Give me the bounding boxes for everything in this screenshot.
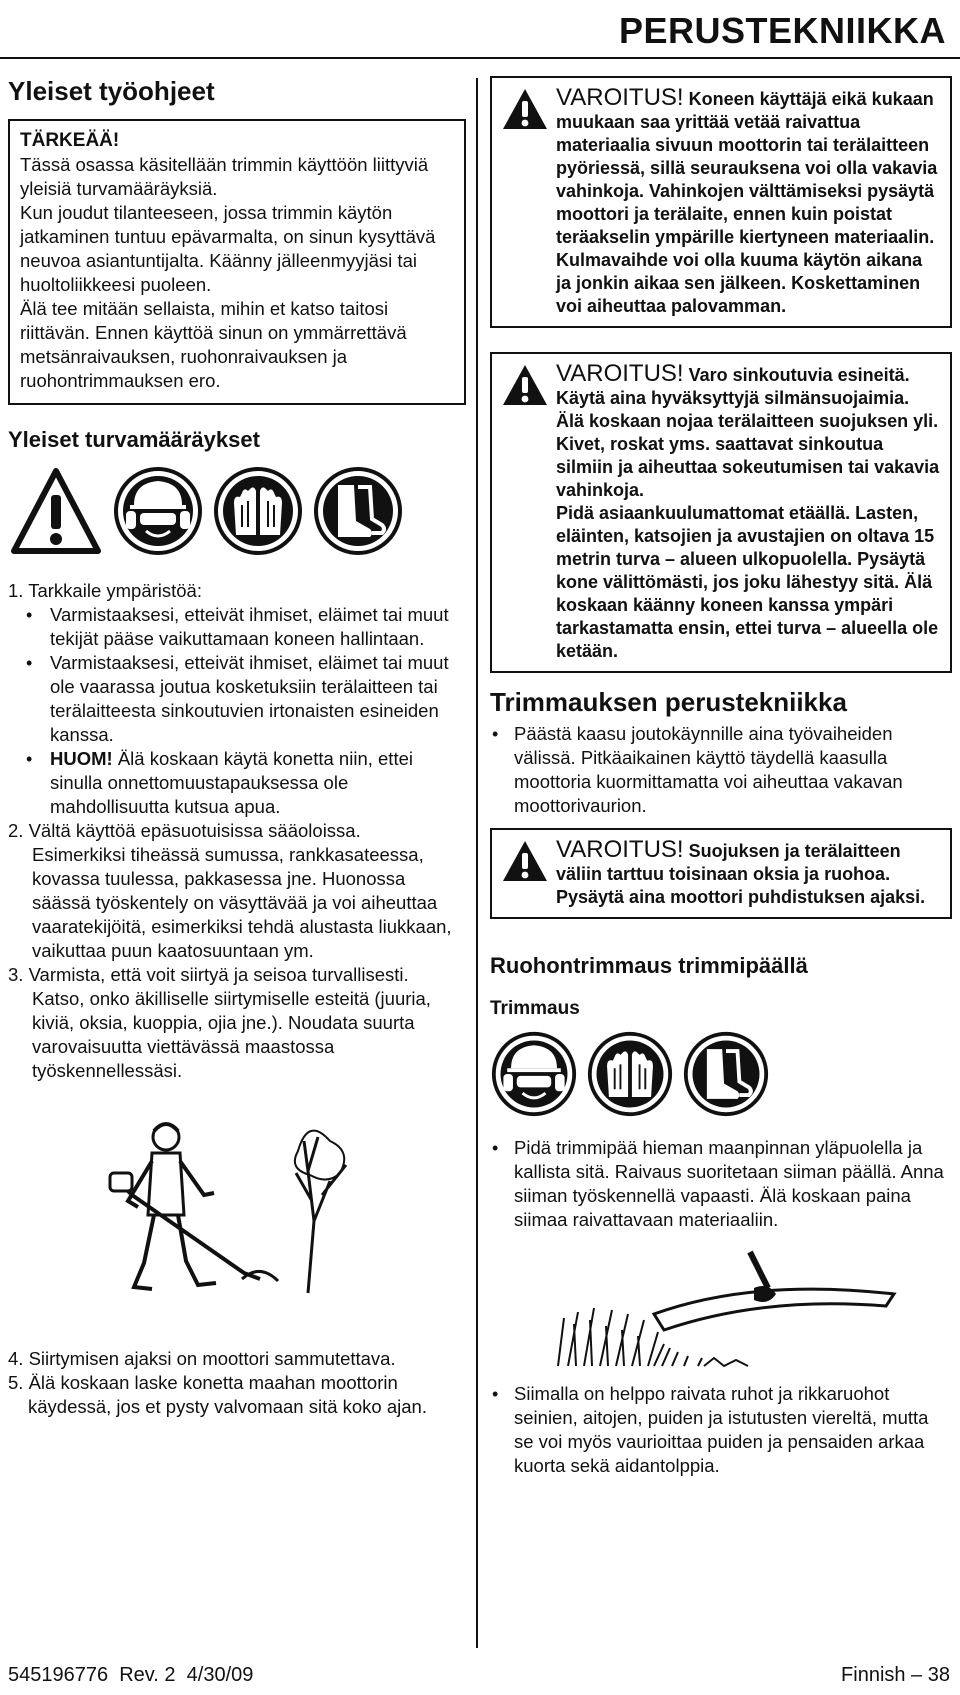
bullet-item: • Varmistaaksesi, etteivät ihmiset, eläimet tai muut ole vaarassa joutua kosketuksiin terälaitteen tai terälaitteesta sinkoutuvien irtonaisten esineiden kanssa. [8,651,468,747]
important-paragraph: Älä tee mitään sellaista, mihin et katso taitosi riittävän. Ennen käyttöä sinun on ymmärrettävä metsänraivauksen, ruohonraivauksen ja ruohontrimmauksen ero. [20,298,407,391]
list-item: 2. Vältä käyttöä epäsuotuisissa sääoloissa. [8,820,361,841]
section-heading-grass-trimming: Ruohontrimmaus trimmipäällä [490,953,808,978]
page-title: PERUSTEKNIIKKA [618,10,946,51]
boots-icon [312,465,404,557]
warning-text: Varo sinkoutuvia esineitä. Käytä aina hyväksyttyjä silmänsuojaimia. Älä koskaan nojaa terälaitteen suojuksen yli. Kivet, roskat yms. saattavat sinkoutua silmiin ja aiheuttaa sokeutumisen tai vakavia vahinkoja. [556,365,940,500]
warning-title: VAROITUS! [556,360,684,387]
footer-page-number: Finnish – 38 [841,1664,950,1686]
warning-triangle-icon [500,838,550,884]
important-title: TÄRKEÄÄ! [20,130,120,151]
header-rule [0,57,960,59]
warning-box [490,352,952,673]
helmet-ear-protection-icon [112,465,204,557]
list-item-text: Katso, onko äkilliselle siirtymiselle esteitä (juuria, kiviä, oksia, kuoppia, ojia jne.). Noudata suurta varovaisuutta viettävässä maastossa työskennellessäsi. [32,988,431,1081]
safety-list [8,579,468,1083]
list-item-text: Esimerkiksi tiheässä sumussa, rankkasateessa, kovassa tuulessa, pakkasessa jne. Huonossa säässä työskentely on väsyttävää ja voi aiheuttaa vaaratekijöitä, esimerkiksi tehdä alustasta liukkaan, vaikuttaa puun kaatosuuntaan ym. [32,844,452,961]
bullet-item: • Varmistaaksesi, etteivät ihmiset, eläimet tai muut tekijät pääse vaikuttamaan koneen hallintaan. [8,603,468,651]
section-heading-trimming: Trimmauksen perustekniikka [490,687,847,717]
list-item: 5. Älä koskaan laske konetta maahan moottorin käydessä, jos et pysty valvomaan sitä koko ajan. [8,1372,427,1417]
boots-icon [682,1030,770,1118]
warning-triangle-icon [8,465,104,557]
warning-text: Suojuksen ja terälaitteen väliin tarttuu toisinaan oksia ja ruohoa. Pysäytä aina moottori puhdistuksen ajaksi. [556,841,926,907]
right-column [490,64,950,1478]
gloves-icon [212,465,304,557]
warning-title: VAROITUS! [556,836,684,863]
list-item: 4. Siirtymisen ajaksi on moottori sammutettava. [8,1348,396,1369]
trimmer-head-grass-illustration [554,1248,914,1368]
warning-text-2: Pidä asiaankuulumattomat etäällä. Lasten, eläinten, katsojien ja avustajien on oltava 15 metrin turva – alueen ulkopuolella. Pysäytä kone välittömästi, jos joku lähestyy sitä. Älä koskaan käänny koneen kanssa ympäri tarkastamatta ensin, ettei turva – alueella ole ketään. [556,503,939,661]
section-heading-safety: Yleiset turvamääräykset [8,427,260,452]
gloves-icon [586,1030,674,1118]
safety-list-continued [8,1347,468,1419]
bullet-list [490,722,950,818]
page-header [0,0,960,60]
footer-document-id: 545196776 Rev. 2 4/30/09 [8,1664,254,1686]
warning-box [490,828,952,919]
bullet-item [8,747,468,819]
ppe-icons-row [490,1030,950,1118]
warning-triangle-icon [500,86,550,132]
warning-box [490,76,952,328]
operator-trimming-illustration [108,1111,408,1301]
bullet-list [490,1382,950,1478]
important-paragraph: Tässä osassa käsitellään trimmin käyttöön liittyviä yleisiä turvamääräyksiä. [20,154,429,199]
left-column [8,64,468,1419]
list-item: 3. Varmista, että voit siirtyä ja seisoa turvallisesti. [8,964,409,985]
helmet-ear-protection-icon [490,1030,578,1118]
bullet-item: • Päästä kaasu joutokäynnille aina työvaiheiden välissä. Pitkäaikainen käyttö täydellä kaasulla moottoria kuormittamatta voi aiheuttaa vakavan moottorivaurion. [490,722,950,818]
subheading-trimmaus: Trimmaus [490,998,580,1019]
bullet-item: • Siimalla on helppo raivata ruhot ja rikkaruohot seinien, aitojen, puiden ja istutusten viereltä, mutta se voi myös vaurioittaa puiden ja pensaiden arkaa kuorta sekä aidantolppia. [490,1382,950,1478]
huom-text: Älä koskaan käytä konetta niin, ettei sinulla onnettomuustapauksessa ole mahdollisuutta kutsua apua. [50,748,413,817]
warning-triangle-icon [500,362,550,408]
huom-label: HUOM! [50,748,113,769]
safety-icons-row [8,465,468,557]
bullet-item: • Pidä trimmipää hieman maanpinnan yläpuolella ja kallista sitä. Raivaus suoritetaan siiman päällä. Anna siiman työskennellä vapaasti. Älä koskaan paina siimaa raivattavaan materiaaliin. [490,1136,950,1232]
section-heading-general: Yleiset työohjeet [8,76,215,106]
column-divider [476,78,478,1648]
important-box [8,119,466,405]
bullet-list [490,1136,950,1232]
bullet-list [8,603,468,819]
list-item: 1. Tarkkaile ympäristöä: [8,580,202,601]
warning-text: Koneen käyttäjä eikä kukaan muukaan saa yrittää vetää raivattua materiaalia sivuun moottorin tai terälaitteen pyöriessä, sillä seurauksena voi olla vakavia vahinkoja. Vahinkojen välttämiseksi pysäytä moottori ja terälaite, ennen kuin poistat teräakselin ympärille kiertyneen materiaalin. Kulmavaihde voi olla kuuma käytön aikana ja jonkin aikaa sen jälkeen. Koskettaminen voi aiheuttaa palovamman. [556,89,938,316]
warning-title: VAROITUS! [556,84,684,111]
important-paragraph: Kun joudut tilanteeseen, jossa trimmin käytön jatkaminen tuntuu epävarmalta, on sinun kysyttävä neuvoa asiantuntijalta. Käänny jälleenmyyjäsi tai huoltoliikkeesi puoleen. [20,202,436,295]
